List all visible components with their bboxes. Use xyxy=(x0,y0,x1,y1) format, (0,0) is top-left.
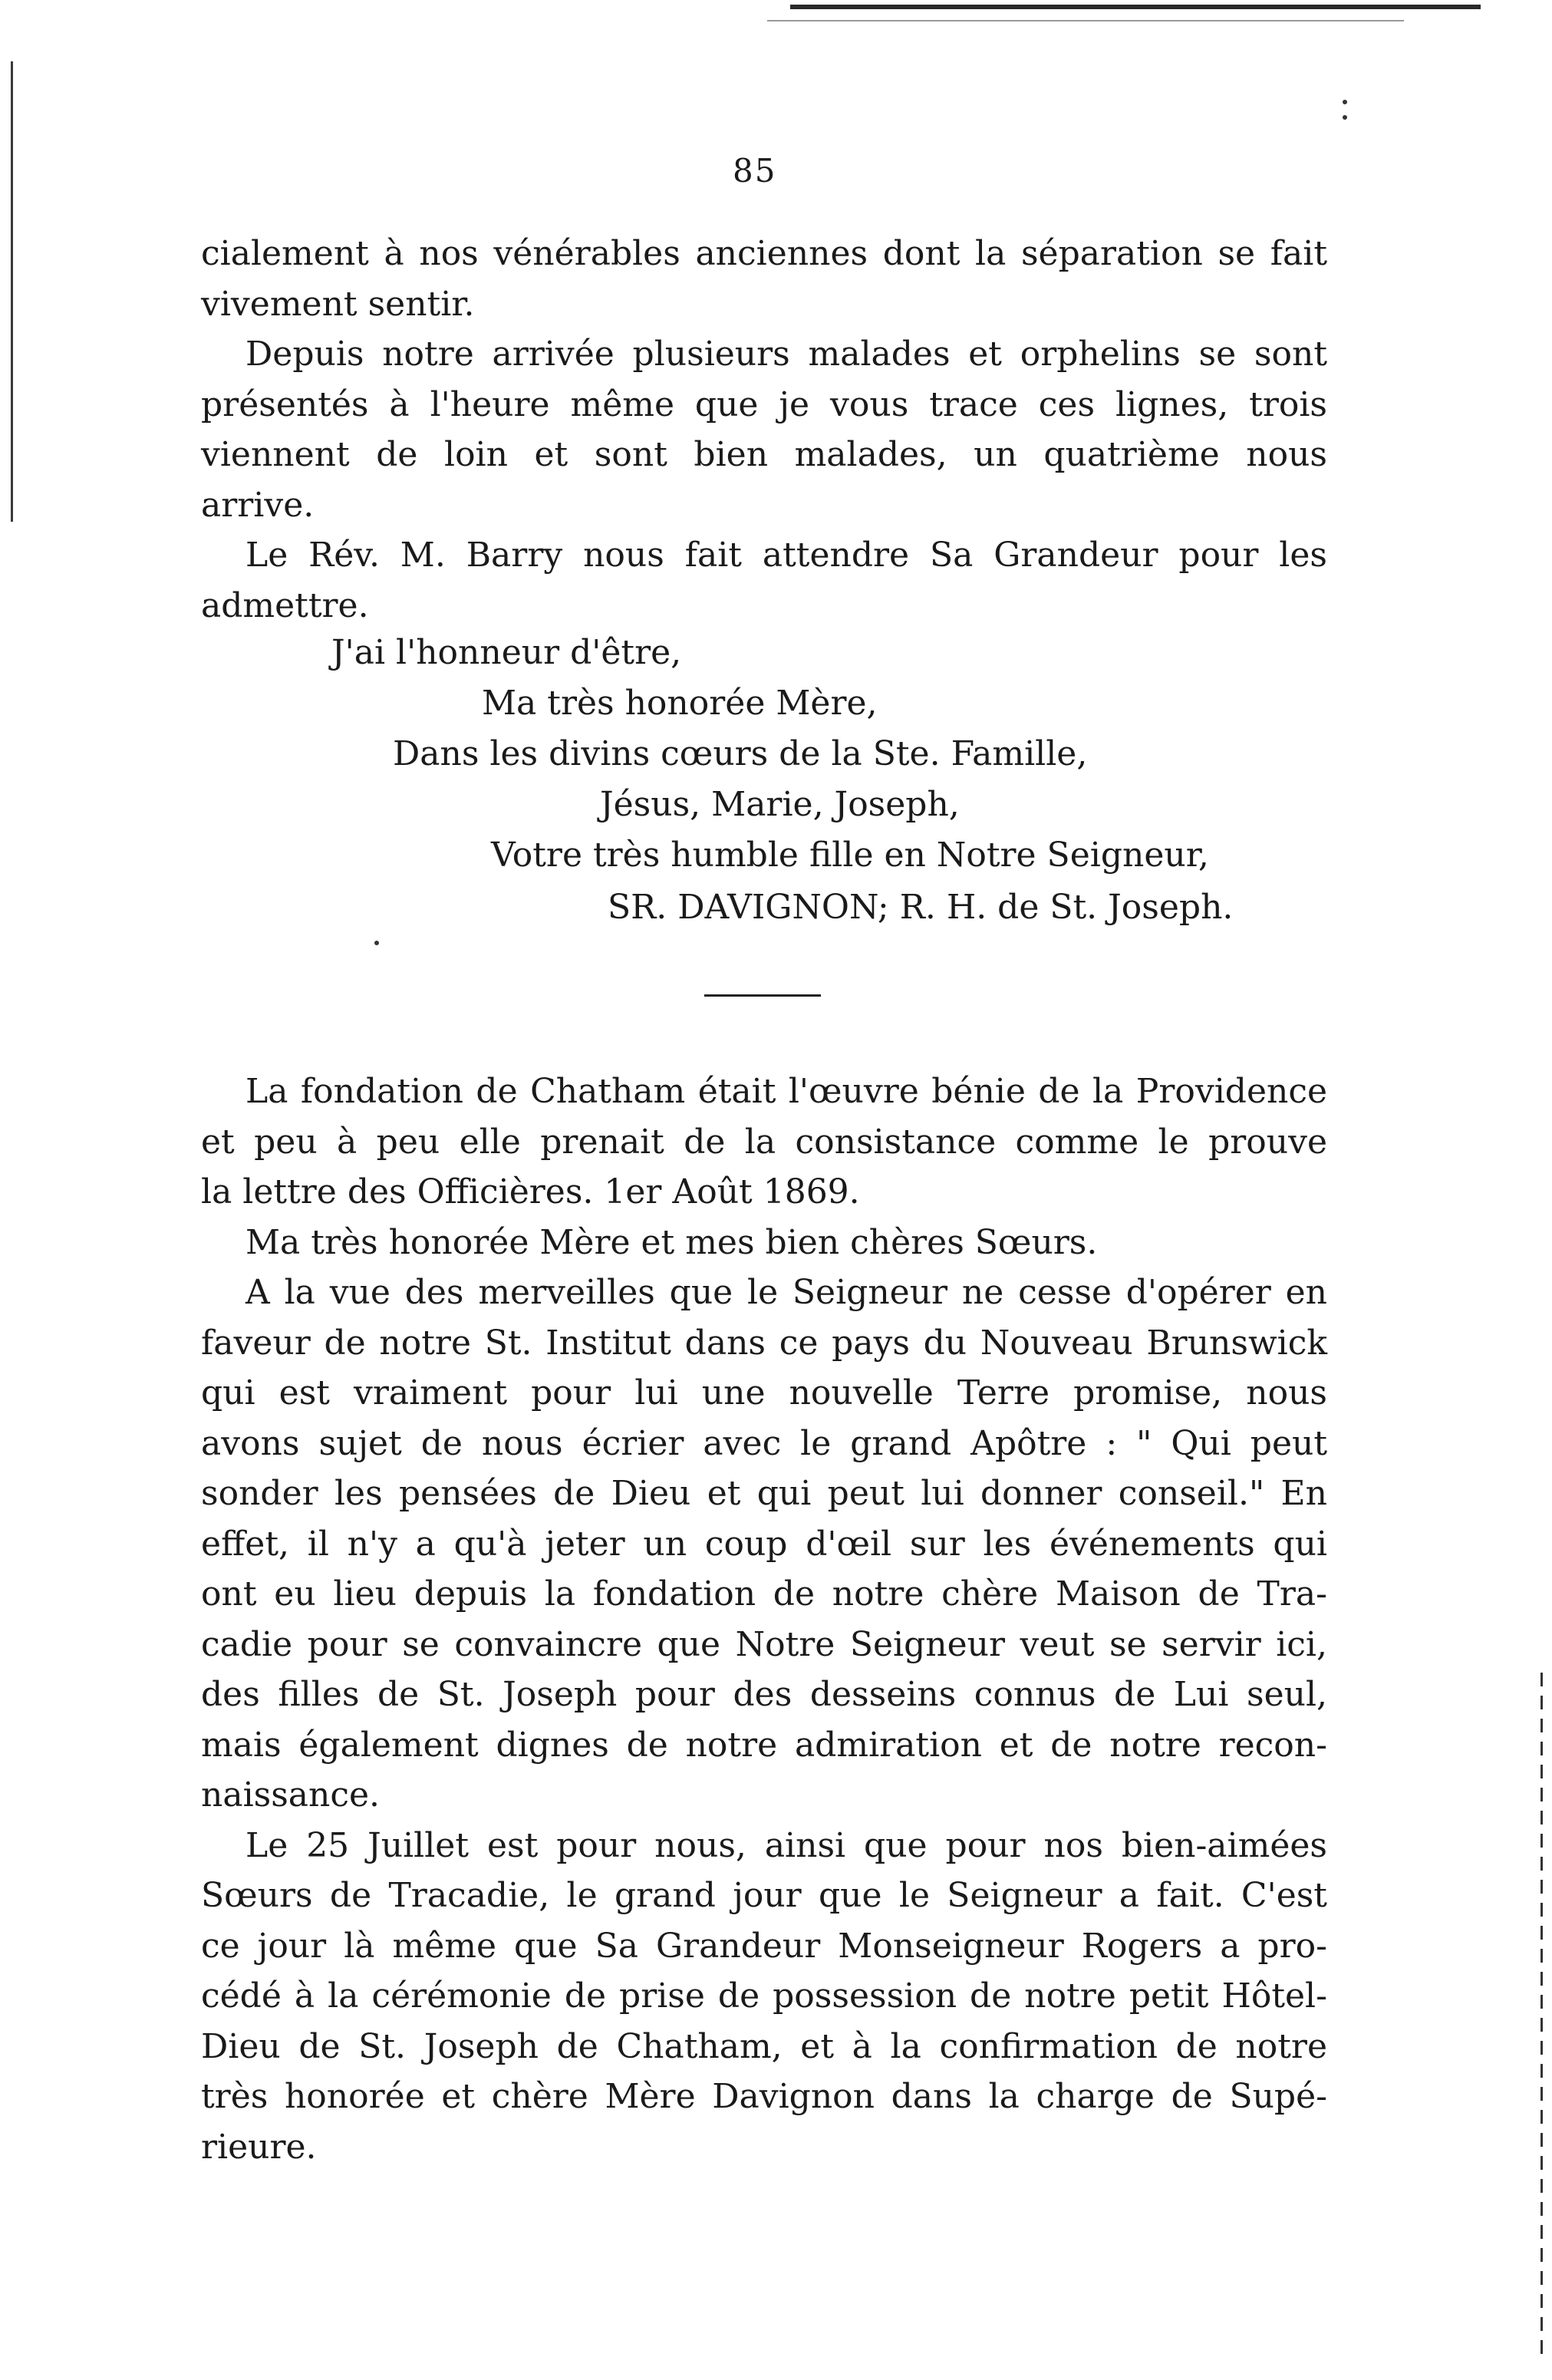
letter-body xyxy=(201,229,1327,631)
text-line: Le Rév. M. Barry nous fait attendre Sa Grandeur pour les xyxy=(245,536,1327,575)
scan-border-right xyxy=(1540,1673,1543,2363)
text-line: Dieu de St. Joseph de Chatham, et à la confirmation de notre xyxy=(201,2026,1327,2066)
scan-speck xyxy=(1343,115,1347,120)
section-divider xyxy=(704,994,821,997)
text-line: A la vue des merveilles que le Seigneur ne cesse d'opérer en xyxy=(245,1273,1327,1312)
text-line: cialement à nos vénérables anciennes dont la séparation se fait xyxy=(201,234,1327,273)
text-line: la lettre des Officières. 1er Août 1869. xyxy=(201,1172,860,1211)
text-line: faveur de notre St. Institut dans ce pays du Nouveau Brunswick xyxy=(201,1323,1327,1363)
text-line: des filles de St. Joseph pour des desseins connus de Lui seul, xyxy=(201,1675,1327,1714)
text-line: ce jour là même que Sa Grandeur Monseigneur Rogers a pro- xyxy=(201,1926,1327,1966)
closing-line: J'ai l'honneur d'être, xyxy=(331,633,682,672)
closing-line: Dans les divins cœurs de la Ste. Famille, xyxy=(393,734,1088,773)
text-line: Depuis notre arrivée plusieurs malades et orphelins se sont xyxy=(245,335,1327,374)
scan-border-left xyxy=(11,61,13,522)
text-line: viennent de loin et sont bien malades, un quatrième nous xyxy=(201,435,1327,474)
text-line: Ma très honorée Mère et mes bien chères Sœurs. xyxy=(245,1222,1098,1262)
text-line: naissance. xyxy=(201,1775,381,1815)
text-line: vivement sentir. xyxy=(201,284,475,324)
text-line: Le 25 Juillet est pour nous, ainsi que pour nos bien-aimées xyxy=(245,1825,1327,1865)
scan-speck xyxy=(374,941,379,945)
text-line: arrive. xyxy=(201,485,315,525)
text-line: rieure. xyxy=(201,2127,317,2167)
closing-line: Jésus, Marie, Joseph, xyxy=(600,785,960,824)
scan-border-top xyxy=(790,5,1481,9)
section-body xyxy=(201,1066,1327,2172)
text-line: très honorée et chère Mère Davignon dans la charge de Supé- xyxy=(201,2077,1327,2116)
text-line: avons sujet de nous écrier avec le grand Apôtre : " Qui peut xyxy=(201,1423,1327,1463)
text-line: cédé à la cérémonie de prise de possession de notre petit Hôtel- xyxy=(201,1976,1327,2016)
page-number: 85 xyxy=(733,152,777,190)
closing-line: Votre très humble fille en Notre Seigneur, xyxy=(491,836,1209,875)
text-line: qui est vraiment pour lui une nouvelle Terre promise, nous xyxy=(201,1373,1327,1413)
text-line: mais également dignes de notre admiration et de notre recon- xyxy=(201,1725,1327,1765)
text-line: présentés à l'heure même que je vous trace ces lignes, trois xyxy=(201,384,1327,424)
text-line: effet, il n'y a qu'à jeter un coup d'œil sur les événements qui xyxy=(201,1524,1327,1564)
closing-line: Ma très honorée Mère, xyxy=(482,684,878,723)
scan-speck xyxy=(1343,100,1347,104)
text-line: cadie pour se convaincre que Notre Seigneur veut se servir ici, xyxy=(201,1624,1327,1664)
text-line: Sœurs de Tracadie, le grand jour que le Seigneur a fait. C'est xyxy=(201,1876,1327,1915)
signature: SR. DAVIGNON; R. H. de St. Joseph. xyxy=(608,888,1234,927)
text-line: ont eu lieu depuis la fondation de notre chère Maison de Tra- xyxy=(201,1574,1327,1614)
scan-border-top-thin xyxy=(767,20,1404,21)
text-line: sonder les pensées de Dieu et qui peut lui donner conseil." En xyxy=(201,1474,1327,1513)
text-line: La fondation de Chatham était l'œuvre bénie de la Providence xyxy=(245,1072,1327,1111)
text-line: et peu à peu elle prenait de la consistance comme le prouve xyxy=(201,1122,1327,1162)
text-line: admettre. xyxy=(201,585,369,625)
